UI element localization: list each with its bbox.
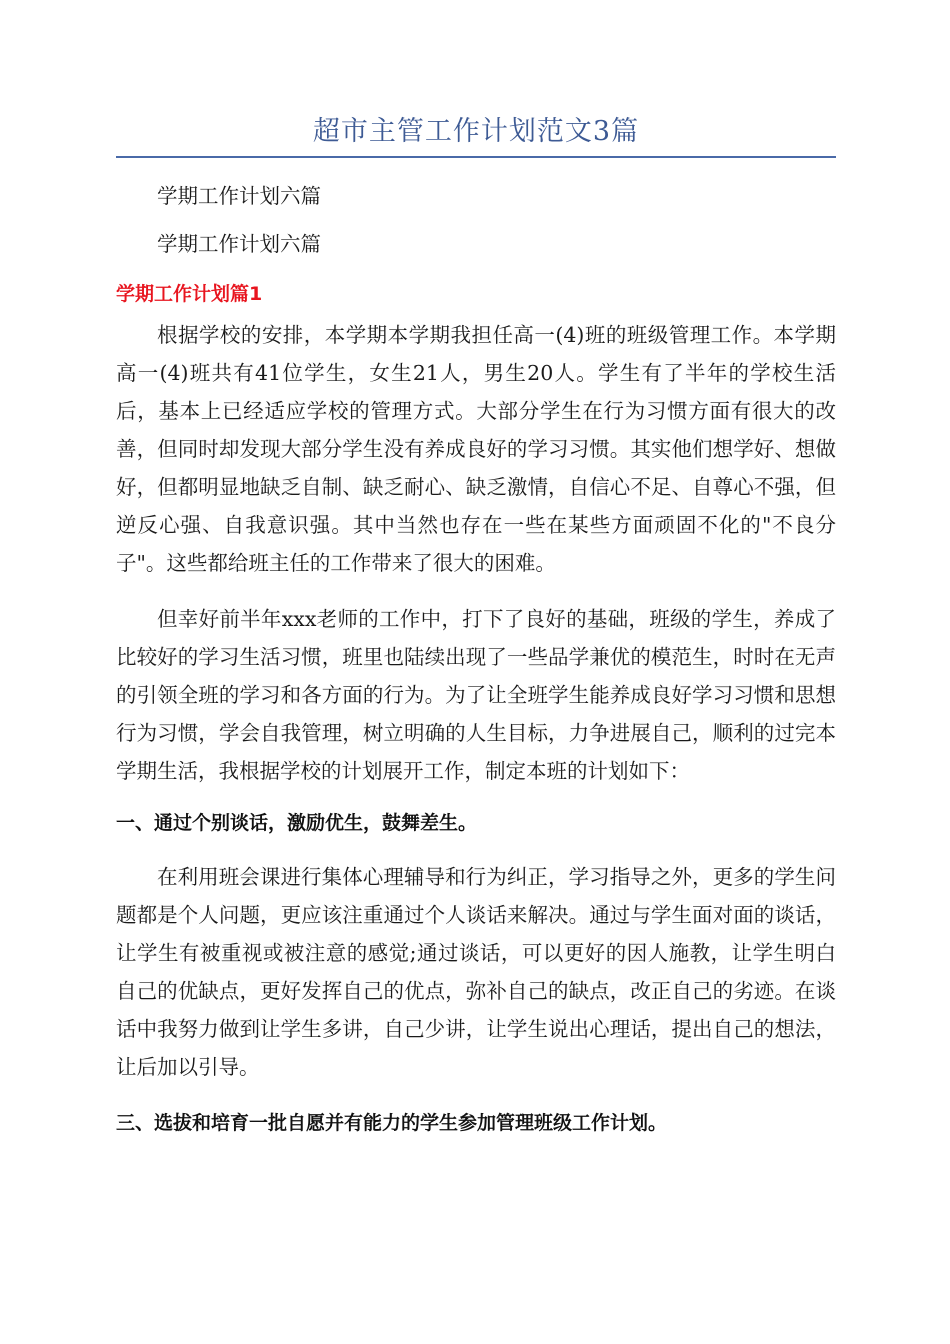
body-paragraph: 根据学校的安排，本学期本学期我担任高一(4)班的班级管理工作。本学期高一(4)班共有41位学生，女生21人，男生20人。学生有了半年的学校生活后，基本上已经适应学校的管理方式。大部分学生在行为习惯方面有很大的改善，但同时却发现大部分学生没有养成良好的学习习惯。其实他们想学好、想做好，但都明显地缺乏自制、缺乏耐心、缺乏激情，自信心不足、自尊心不强，但逆反心强、自我意识强。其中当然也存在一些在某些方面顽固不化的"不良分子"。这些都给班主任的工作带来了很大的困难。	[116, 323, 836, 575]
subtitle-line: 学期工作计划六篇	[157, 232, 321, 256]
subtitle-line: 学期工作计划六篇	[157, 184, 321, 208]
numbered-heading: 一、通过个别谈话，激励优生，鼓舞差生。	[116, 812, 478, 834]
title-underline	[116, 156, 836, 158]
section-heading: 学期工作计划篇1	[116, 283, 263, 305]
document-title: 超市主管工作计划范文3篇	[312, 116, 640, 147]
body-paragraph: 但幸好前半年xxx老师的工作中，打下了良好的基础，班级的学生，养成了比较好的学习生活习惯，班里也陆续出现了一些品学兼优的模范生，时时在无声的引领全班的学习和各方面的行为。为了让全班学生能养成良好学习习惯和思想行为习惯，学会自我管理，树立明确的人生目标，力争进展自己，顺利的过完本学期生活，我根据学校的计划展开工作，制定本班的计划如下：	[116, 607, 836, 783]
numbered-heading: 三、选拔和培育一批自愿并有能力的学生参加管理班级工作计划。	[116, 1112, 668, 1134]
document-page	[116, 0, 836, 1142]
body-paragraph: 在利用班会课进行集体心理辅导和行为纠正，学习指导之外，更多的学生问题都是个人问题，更应该注重通过个人谈话来解决。通过与学生面对面的谈话，让学生有被重视或被注意的感觉;通过谈话，可以更好的因人施教，让学生明白自己的优缺点，更好发挥自己的优点，弥补自己的缺点，改正自己的劣迹。在谈话中我努力做到让学生多讲，自己少讲，让学生说出心理话，提出自己的想法，让后加以引导。	[116, 865, 836, 1079]
